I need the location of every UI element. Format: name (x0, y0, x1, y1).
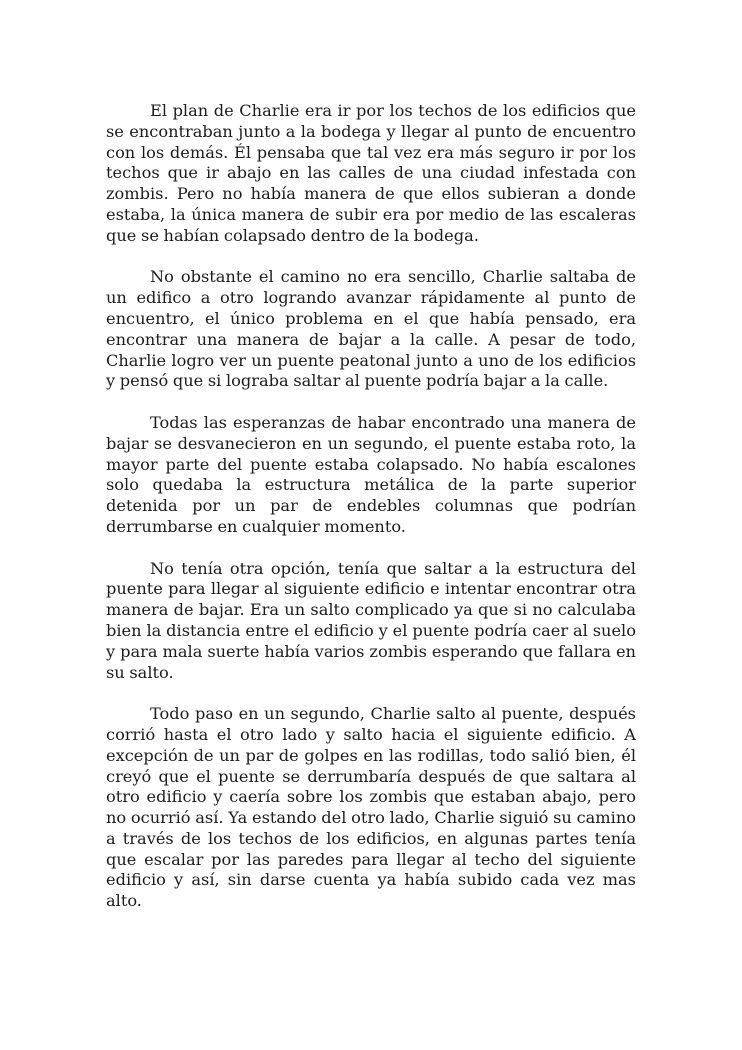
paragraph-2: No obstante el camino no era sencillo, Charlie saltaba de un edifico a otro logrando avanzar rápidamente al punto de encuentro, el único problema en el que había pensado, era encontrar una manera de bajar a la calle. A pesar de todo, Charlie logro ver un puente peatonal junto a uno de los edificios y pensó que si lograba saltar al puente podría bajar a la calle. (106, 267, 636, 391)
paragraph-1: El plan de Charlie era ir por los techos de los edificios que se encontraban junto a la bodega y llegar al punto de encuentro con los demás. Él pensaba que tal vez era más seguro ir por los techos que ir abajo en las calles de una ciudad infestada con zombis. Pero no había manera de que ellos subieran a donde estaba, la única manera de subir era por medio de las escaleras que se habían colapsado dentro de la bodega. (106, 101, 636, 245)
paragraph-3: Todas las esperanzas de habar encontrado una manera de bajar se desvanecieron en un segundo, el puente estaba roto, la mayor parte del puente estaba colapsado. No había escalones solo quedaba la estructura metálica de la parte superior detenida por un par de endebles columnas que podrían derrumbarse en cualquier momento. (106, 412, 636, 536)
paragraph-5: Todo paso en un segundo, Charlie salto al puente, después corrió hasta el otro lado y salto hacia el siguiente edificio. A excepción de un par de golpes en las rodillas, todo salió bien, él creyó que el puente se derrumbaría después de que saltara al otro edificio y caería sobre los zombis que estaban abajo, pero no ocurrió así. Ya estando del otro lado, Charlie siguió su camino a través de los techos de los edificios, en algunas partes tenía que escalar por las paredes para llegar al techo del siguiente edificio y así, sin darse cuenta ya había subido cada vez mas alto. (106, 704, 636, 911)
paragraph-4: No tenía otra opción, tenía que saltar a la estructura del puente para llegar al siguiente edificio e intentar encontrar otra manera de bajar. Era un salto complicado ya que si no calculaba bien la distancia entre el edificio y el puente podría caer al suelo y para mala suerte había varios zombis esperando que fallara en su salto. (106, 558, 636, 682)
body-text (106, 101, 636, 912)
